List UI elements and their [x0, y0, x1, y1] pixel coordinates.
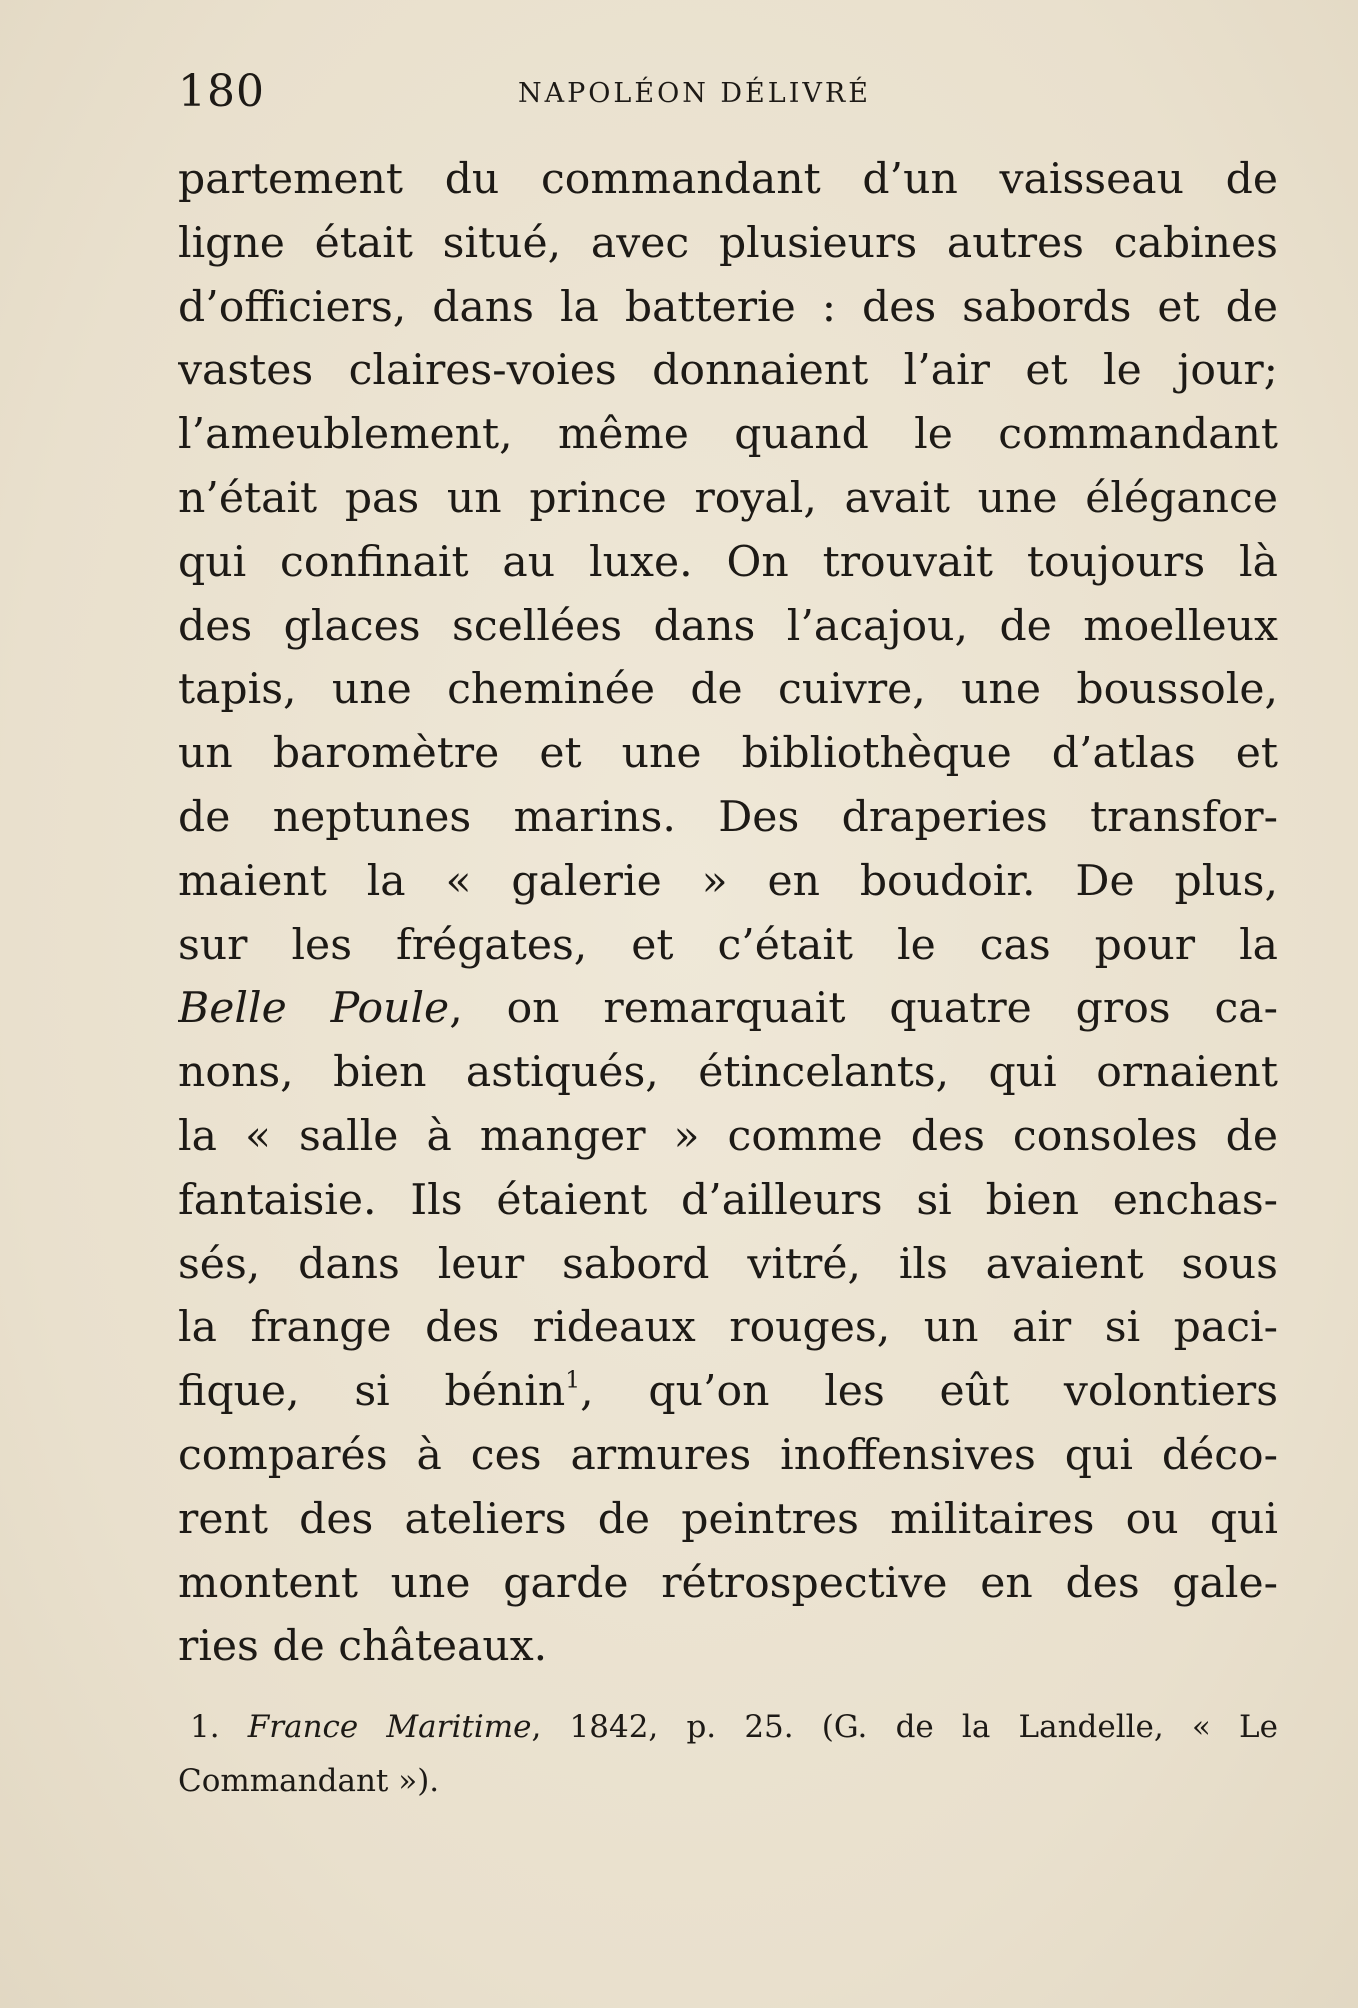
text-line: ligne était situé, avec plusieurs autres cabines — [178, 218, 1278, 268]
text-line: un baromètre et une bibliothèque d’atlas et — [178, 729, 1278, 779]
text-line: nons, bien astiqués, étincelants, qui ornaient — [178, 1048, 1278, 1098]
footnote-source-italic: France Maritime — [247, 1709, 532, 1745]
footnote-line: Commandant »). — [178, 1763, 440, 1799]
body-text — [178, 148, 1278, 1679]
text-line: des glaces scellées dans l’acajou, de moelleux — [178, 601, 1278, 651]
footnote — [178, 1700, 1278, 1808]
text-line: rent des ateliers de peintres militaires ou qui — [178, 1494, 1278, 1544]
text-line — [178, 1360, 1278, 1424]
text-line: la « salle à manger » comme des consoles de — [178, 1111, 1278, 1161]
text-segment: fique, si bénin — [178, 1367, 566, 1417]
page-number: 180 — [178, 66, 265, 117]
text-line: montent une garde rétrospective en des gale- — [178, 1558, 1278, 1608]
text-line: sur les frégates, et c’était le cas pour la — [178, 920, 1278, 970]
running-title: NAPOLÉON DÉLIVRÉ — [518, 78, 871, 109]
text-line: partement du commandant d’un vaisseau de — [178, 155, 1278, 204]
text-line: vastes claires-voies donnaient l’air et le jour; — [178, 346, 1278, 396]
footnote-line — [190, 1700, 1278, 1754]
text-line: d’officiers, dans la batterie : des sabords et de — [178, 282, 1278, 332]
text-segment: , on remarquait quatre gros ca- — [449, 984, 1278, 1034]
footnote-number: 1. — [190, 1709, 220, 1745]
text-line: la frange des rideaux rouges, un air si paci- — [178, 1303, 1278, 1353]
footnote-details: , 1842, p. 25. (G. de la Landelle, « Le — [531, 1709, 1278, 1745]
ship-name-italic: Belle Poule — [178, 984, 450, 1034]
text-line: comparés à ces armures inoffensives qui déco- — [178, 1430, 1278, 1480]
footnote-reference: 1 — [565, 1365, 581, 1394]
text-line — [178, 977, 1278, 1041]
text-line: sés, dans leur sabord vitré, ils avaient sous — [178, 1239, 1278, 1289]
text-line: maient la « galerie » en boudoir. De plus, — [178, 856, 1278, 906]
running-head — [178, 62, 1278, 122]
text-line: tapis, une cheminée de cuivre, une boussole, — [178, 665, 1278, 715]
text-line: l’ameublement, même quand le commandant — [178, 410, 1278, 460]
text-segment: , qu’on les eût volontiers — [580, 1367, 1278, 1417]
text-line: fantaisie. Ils étaient d’ailleurs si bien enchas- — [178, 1175, 1278, 1225]
text-line: qui confinait au luxe. On trouvait toujours là — [178, 537, 1278, 587]
text-line: n’était pas un prince royal, avait une élégance — [178, 473, 1278, 523]
text-line: ries de châteaux. — [178, 1622, 548, 1672]
text-line: de neptunes marins. Des draperies transfor- — [178, 792, 1278, 842]
